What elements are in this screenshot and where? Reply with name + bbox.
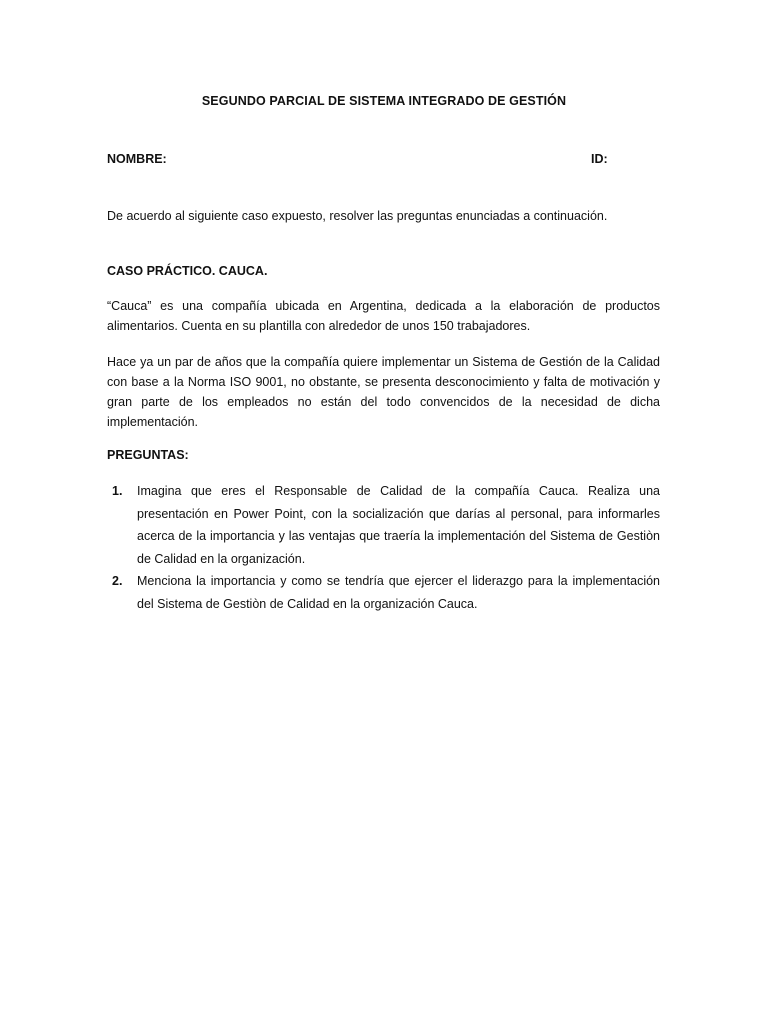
question-text: Imagina que eres el Responsable de Calidad de la compañía Cauca. Realiza una presentación en Power Point, con la socialización que darías al personal, para informarles acerca de la importancia y las ventajas que traería la implementación del Sistema de Gestiòn de Calidad en la organización. (137, 484, 660, 566)
question-number: 1. (112, 484, 123, 498)
name-field-label: NOMBRE: (107, 152, 167, 166)
questions-heading: PREGUNTAS: (107, 448, 189, 462)
case-paragraph-1: “Cauca” es una compañía ubicada en Argentina, dedicada a la elaboración de productos alimentarios. Cuenta en su plantilla con alrededor de unos 150 trabajadores. (107, 299, 660, 333)
question-item (107, 570, 660, 615)
question-number: 2. (112, 574, 123, 588)
intro-paragraph: De acuerdo al siguiente caso expuesto, resolver las preguntas enunciadas a continuación. (107, 209, 608, 223)
document-title: SEGUNDO PARCIAL DE SISTEMA INTEGRADO DE GESTIÓN (201, 94, 567, 108)
question-text: Menciona la importancia y como se tendría que ejercer el liderazgo para la implementación del Sistema de Gestiòn de Calidad en la organización Cauca. (137, 574, 660, 611)
id-field-label: ID: (591, 152, 608, 166)
question-item (107, 480, 660, 570)
case-paragraph-2: Hace ya un par de años que la compañía quiere implementar un Sistema de Gestión de la Calidad con base a la Norma ISO 9001, no obstante, se presenta desconocimiento y falta de motivación y gran parte de los empleados no están del todo convencidos de la necesidad de dicha implementación. (107, 355, 660, 429)
student-fields (107, 152, 660, 170)
questions-list (107, 480, 660, 615)
case-heading: CASO PRÁCTICO. CAUCA. (107, 264, 268, 278)
